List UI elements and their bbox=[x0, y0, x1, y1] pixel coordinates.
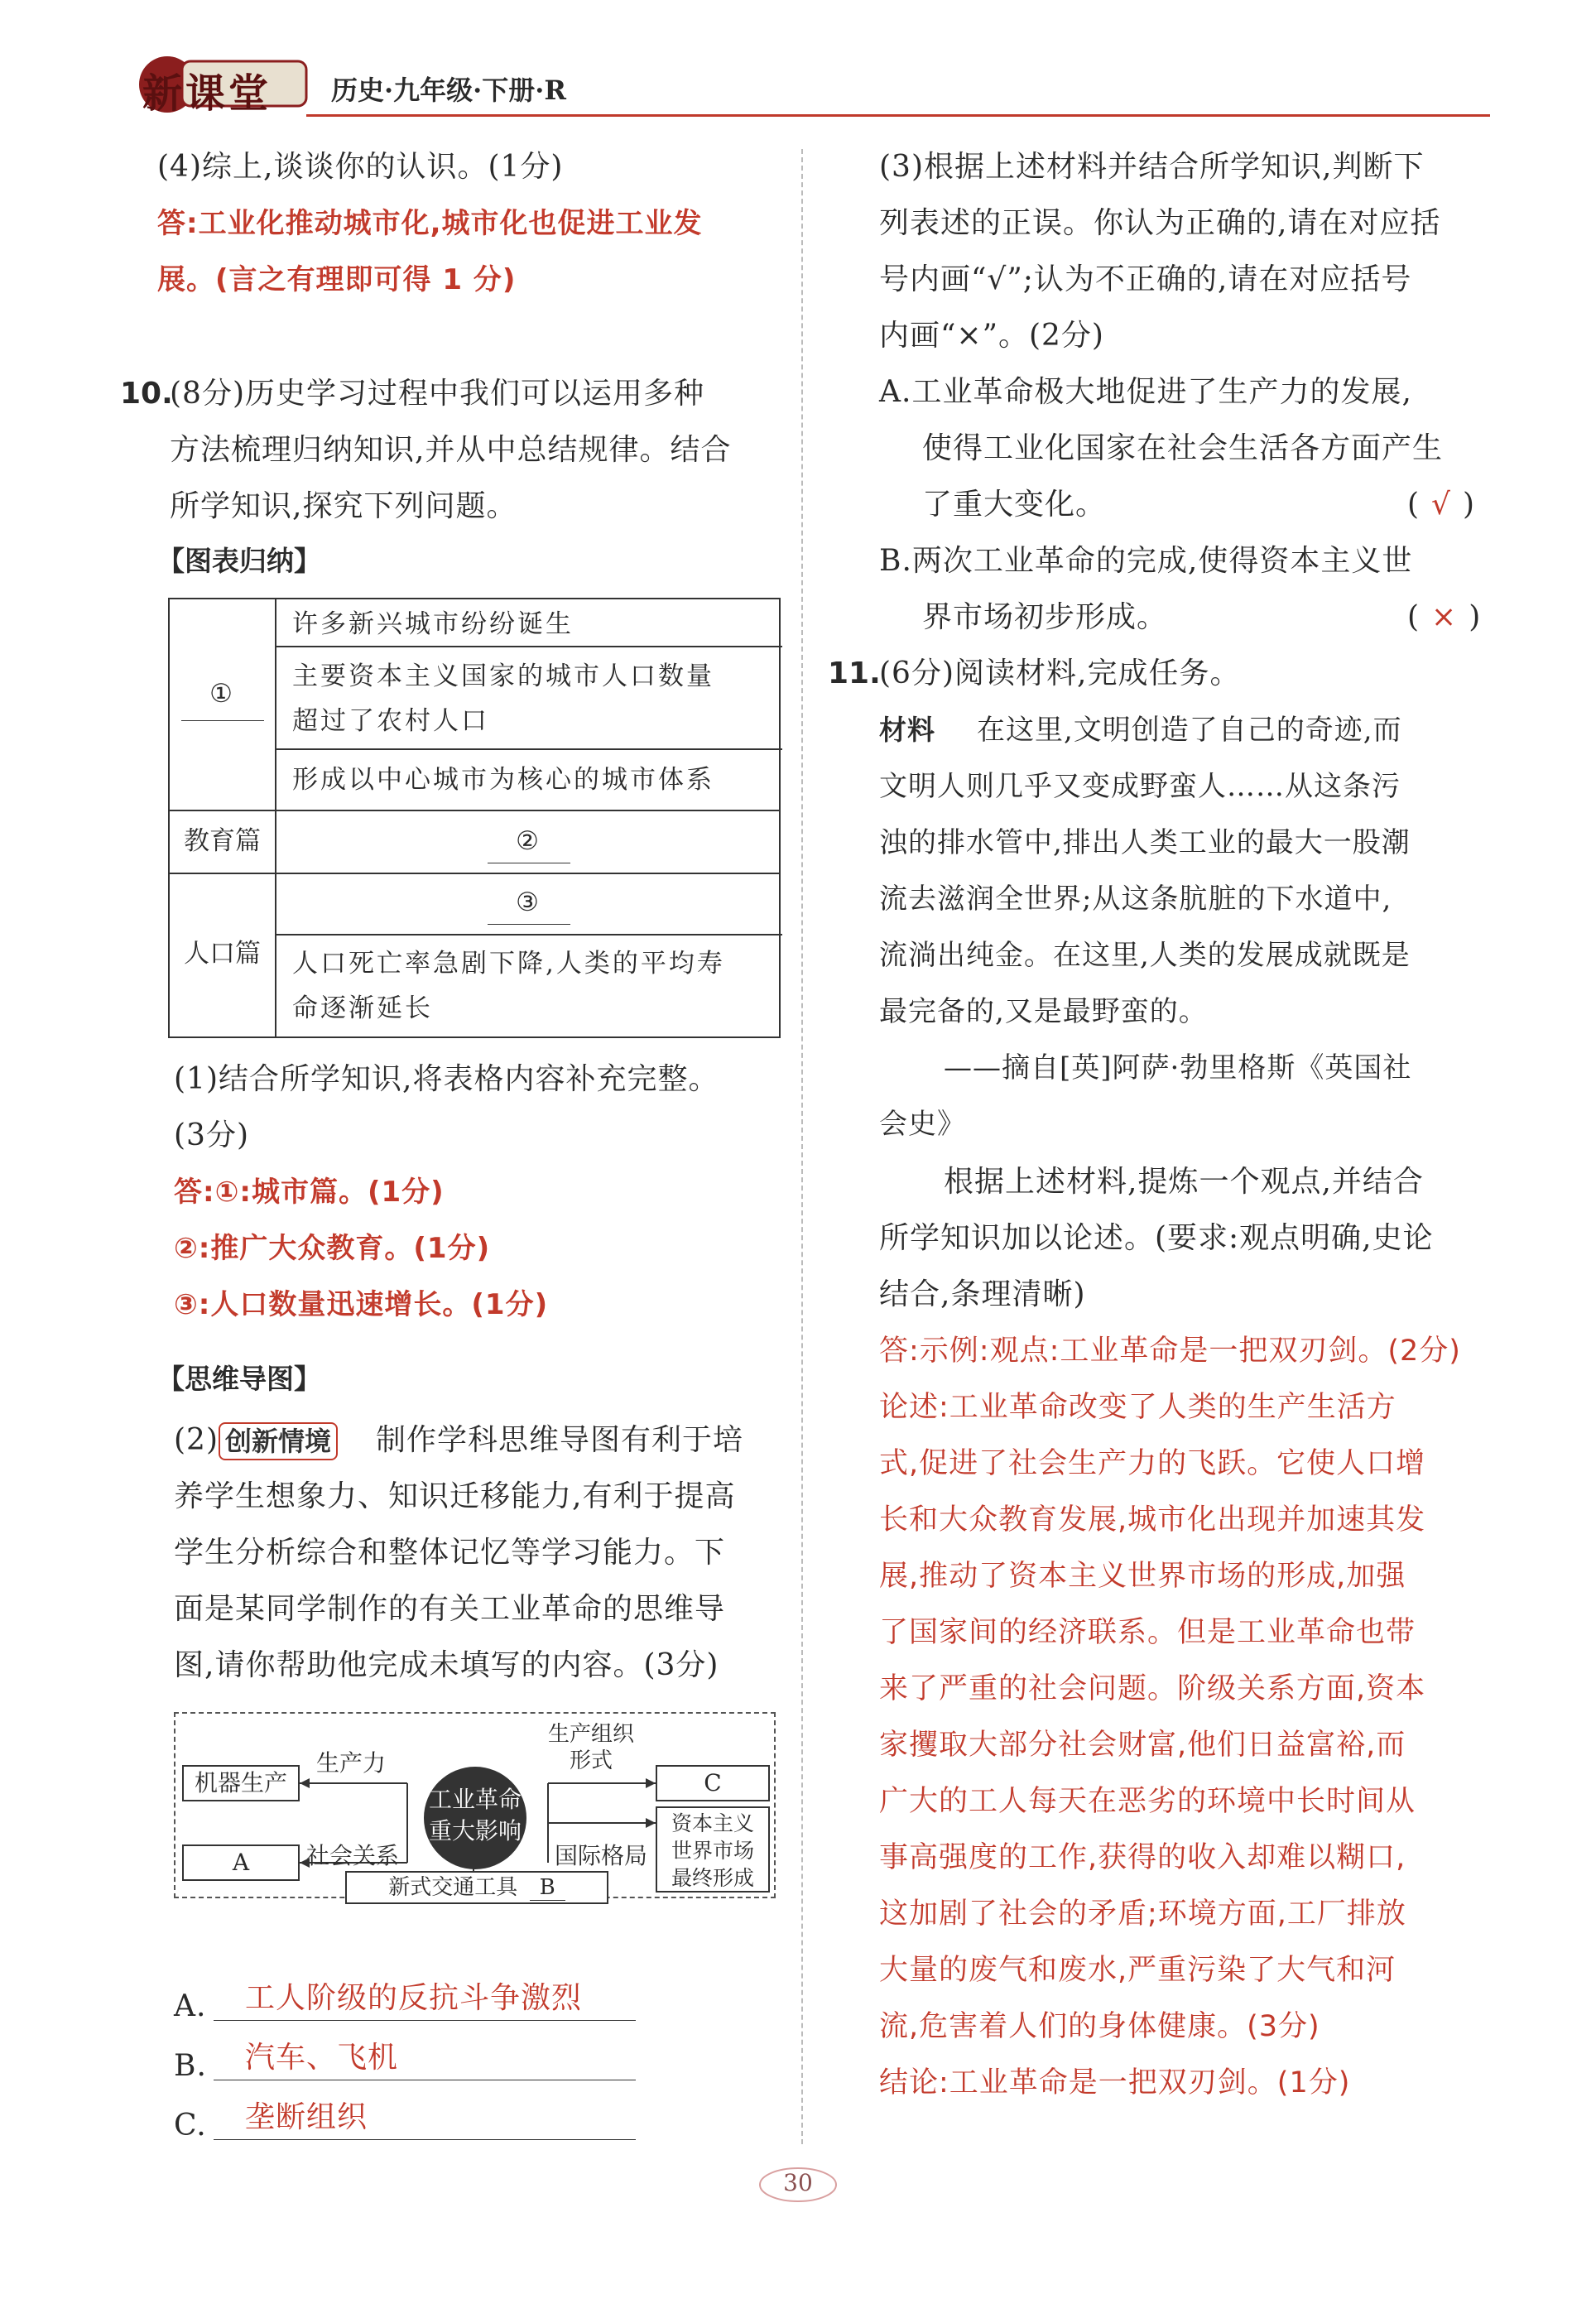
q11-answer-line: 长和大众教育发展,城市化出现并加速其发 bbox=[879, 1503, 1426, 1537]
option-B-line1: B.两次工业革命的完成,使得资本主义世 bbox=[879, 544, 1413, 578]
mindmap-A-box bbox=[182, 1844, 300, 1881]
q11-answer-line: 论述:工业革命改变了人类的生产生活方 bbox=[879, 1391, 1396, 1424]
table-blank-1-line bbox=[181, 720, 264, 721]
option-B-line2: 界市场初步形成。 bbox=[922, 600, 1168, 634]
answer-B-label: B. bbox=[174, 2049, 207, 2083]
q10-2-line1: 制作学科思维导图有利于培 bbox=[376, 1423, 744, 1457]
table-blank-3-line bbox=[488, 924, 570, 925]
mindmap-org-line2: 形式 bbox=[570, 1748, 613, 1773]
table-hline bbox=[275, 934, 782, 935]
answer-B: 汽车、飞机 bbox=[245, 2041, 399, 2075]
q11-answer-line: 流,危害着人们的身体健康。(3分) bbox=[879, 2010, 1320, 2043]
option-A-bracket: ( √ ) bbox=[1407, 488, 1476, 522]
answer-C-underline bbox=[214, 2139, 636, 2140]
q10-stem-line3: 所学知识,探究下列问题。 bbox=[170, 489, 517, 523]
mindmap-transport-box bbox=[345, 1871, 608, 1904]
logo-text: 新课堂 bbox=[142, 70, 272, 117]
q10-1-answer3: ③:人口数量迅速增长。(1分) bbox=[174, 1288, 549, 1321]
q10-stem-line1: (8分)历史学习过程中我们可以运用多种 bbox=[170, 377, 704, 411]
table-cell-row1: 许多新兴城市纷纷诞生 bbox=[292, 609, 574, 639]
material-line2: 文明人则几乎又变成野蛮人……从这条污 bbox=[879, 770, 1401, 803]
answer-A-label: A. bbox=[174, 1989, 207, 2023]
table-cell-row6-line1: 人口死亡率急剧下降,人类的平均寿 bbox=[292, 949, 725, 979]
logo bbox=[124, 50, 315, 116]
mindmap-market-line2: 世界市场 bbox=[671, 1839, 754, 1863]
option-B-bracket: ( × ) bbox=[1407, 600, 1482, 634]
material-label: 材料 bbox=[879, 714, 935, 746]
q11-answer-block bbox=[879, 1323, 1508, 2111]
table-blank-1: ① bbox=[209, 679, 235, 709]
section-chart-heading: 【图表归纳】 bbox=[157, 545, 321, 577]
q10-2-line4: 面是某同学制作的有关工业革命的思维导 bbox=[174, 1592, 726, 1626]
task-line1: 根据上述材料,提炼一个观点,并结合 bbox=[944, 1165, 1424, 1199]
mindmap-market-box bbox=[656, 1806, 770, 1893]
table-cell-row3: 形成以中心城市为核心的城市体系 bbox=[292, 765, 714, 795]
header-rule bbox=[306, 114, 1490, 117]
table-label-population: 人口篇 bbox=[184, 939, 261, 969]
mindmap-center-line2: 重大影响 bbox=[429, 1817, 522, 1844]
material-line1: 在这里,文明创造了自己的奇迹,而 bbox=[977, 714, 1402, 747]
q11-answer-line: 广大的工人每天在恶劣的环境中长时间从 bbox=[879, 1785, 1416, 1818]
q9-4-prompt: (4)综上,谈谈你的认识。(1分) bbox=[157, 150, 564, 184]
q10-2-line3: 学生分析综合和整体记忆等学习能力。下 bbox=[174, 1536, 726, 1570]
q11-number: 11. bbox=[828, 656, 881, 690]
q11-answer-line: 家攫取大部分社会财富,他们日益富裕,而 bbox=[879, 1729, 1406, 1762]
material-source-line1: ——摘自[英]阿萨·勃里格斯《英国社 bbox=[944, 1051, 1412, 1085]
q11-answer-line: 展,推动了资本主义世界市场的形成,加强 bbox=[879, 1560, 1406, 1593]
table-cell-row2-line1: 主要资本主义国家的城市人口数量 bbox=[292, 661, 714, 691]
summary-table bbox=[168, 598, 781, 1038]
material-line3: 浊的排水管中,排出人类工业的最大一股潮 bbox=[879, 826, 1411, 859]
q10-1-answer2: ②:推广大众教育。(1分) bbox=[174, 1232, 491, 1265]
subject-label: 历史·九年级·下册·R bbox=[331, 75, 567, 106]
q10-2-line5: 图,请你帮助他完成未填写的内容。(3分) bbox=[174, 1648, 719, 1682]
footer-page-badge bbox=[757, 2164, 839, 2205]
q11-answer-line: 这加剧了社会的矛盾;环境方面,工厂排放 bbox=[879, 1897, 1406, 1931]
q11-answer-line: 了国家间的经济联系。但是工业革命也带 bbox=[879, 1616, 1416, 1649]
innovation-tag: 创新情境 bbox=[219, 1422, 338, 1460]
answer-C-label: C. bbox=[174, 2109, 207, 2143]
mindmap-A-text: A bbox=[221, 1846, 261, 1880]
q10-3-line1: (3)根据上述材料并结合所学知识,判断下 bbox=[879, 150, 1425, 184]
q9-4-answer-line2: 展。(言之有理即可得 1 分) bbox=[157, 263, 517, 296]
table-cell-row6-line2: 命逐渐延长 bbox=[292, 993, 433, 1023]
header bbox=[124, 50, 1490, 124]
q10-3-line3: 号内画“√”;认为不正确的,请在对应括号 bbox=[879, 262, 1412, 296]
q11-answer-line: 大量的废气和废水,严重污染了大气和河 bbox=[879, 1954, 1396, 1987]
task-line2: 所学知识加以论述。(要求:观点明确,史论 bbox=[879, 1221, 1434, 1255]
option-A-mark: √ bbox=[1431, 488, 1451, 522]
mindmap-transport-text: 新式交通工具 bbox=[388, 1875, 518, 1900]
mindmap-productivity-label: 生产力 bbox=[316, 1749, 387, 1777]
column-divider bbox=[801, 149, 803, 2144]
table-blank-2: ② bbox=[516, 826, 541, 856]
q10-number: 10. bbox=[120, 377, 173, 411]
q11-answer-line: 答:示例:观点:工业革命是一把双刃剑。(2分) bbox=[879, 1335, 1461, 1368]
answer-A: 工人阶级的反抗斗争激烈 bbox=[245, 1981, 583, 2015]
table-hline bbox=[275, 646, 782, 647]
material-source-line2: 会史》 bbox=[879, 1108, 966, 1141]
q10-1-prompt-line1: (1)结合所学知识,将表格内容补充完整。 bbox=[174, 1062, 719, 1096]
page-number: 30 bbox=[783, 2169, 813, 2196]
table-blank-3: ③ bbox=[516, 887, 541, 917]
material-line4: 流去滋润全世界;从这条肮脏的下水道中, bbox=[879, 883, 1392, 916]
mindmap-intl-label: 国际格局 bbox=[555, 1842, 648, 1869]
q11-answer-line: 结论:工业革命是一把双刃剑。(1分) bbox=[879, 2066, 1351, 2099]
mindmap-social-label: 社会关系 bbox=[306, 1842, 400, 1869]
mindmap-market-line3: 最终形成 bbox=[671, 1866, 754, 1890]
table-hline bbox=[275, 748, 782, 750]
q9-4-answer-line1: 答:工业化推动城市化,城市化也促进工业发 bbox=[157, 207, 703, 240]
material-line5: 流淌出纯金。在这里,人类的发展成就既是 bbox=[879, 939, 1411, 972]
mindmap-center-line1: 工业革命 bbox=[429, 1786, 522, 1813]
mindmap-org-line1: 生产组织 bbox=[548, 1722, 635, 1747]
section-mindmap-heading: 【思维导图】 bbox=[157, 1363, 321, 1395]
q10-2-prefix: (2) bbox=[174, 1423, 219, 1457]
answer-A-underline bbox=[214, 2020, 636, 2021]
mindmap-C-box: C bbox=[656, 1765, 770, 1801]
option-B-mark: × bbox=[1431, 600, 1458, 634]
q10-2-line2: 养学生想象力、知识迁移能力,有利于提高 bbox=[174, 1479, 736, 1513]
q10-stem-line2: 方法梳理归纳知识,并从中总结规律。结合 bbox=[170, 433, 732, 467]
table-col-divider bbox=[275, 599, 276, 1036]
mindmap bbox=[174, 1712, 776, 1898]
mindmap-B-text: B bbox=[530, 1875, 565, 1901]
q11-answer-line: 式,促进了社会生产力的飞跃。它使人口增 bbox=[879, 1447, 1426, 1480]
table-hline bbox=[170, 873, 779, 874]
q10-1-answer1: 答:①:城市篇。(1分) bbox=[174, 1176, 445, 1209]
mindmap-market-line1: 资本主义 bbox=[671, 1811, 754, 1835]
q10-3-line2: 列表述的正误。你认为正确的,请在对应括 bbox=[879, 206, 1441, 240]
table-cell-row2-line2: 超过了农村人口 bbox=[292, 706, 489, 736]
option-A-line1: A.工业革命极大地促进了生产力的发展, bbox=[879, 375, 1412, 409]
q11-answer-line: 来了严重的社会问题。阶级关系方面,资本 bbox=[879, 1672, 1426, 1705]
answer-C: 垄断组织 bbox=[245, 2100, 368, 2134]
material-line6: 最完备的,又是最野蛮的。 bbox=[879, 995, 1208, 1028]
q11-stem: (6分)阅读材料,完成任务。 bbox=[879, 656, 1241, 690]
option-A-line2: 使得工业化国家在社会生活各方面产生 bbox=[922, 431, 1444, 465]
q11-answer-line: 事高强度的工作,获得的收入却难以糊口, bbox=[879, 1841, 1406, 1874]
table-hline bbox=[170, 810, 779, 811]
q10-1-prompt-line2: (3分) bbox=[174, 1118, 249, 1152]
mindmap-machine-box: 机器生产 bbox=[182, 1765, 300, 1801]
table-label-education: 教育篇 bbox=[184, 826, 261, 856]
option-A-line3: 了重大变化。 bbox=[922, 488, 1107, 522]
task-line3: 结合,条理清晰) bbox=[879, 1277, 1086, 1311]
q10-3-line4: 内画“×”。(2分) bbox=[879, 319, 1104, 353]
